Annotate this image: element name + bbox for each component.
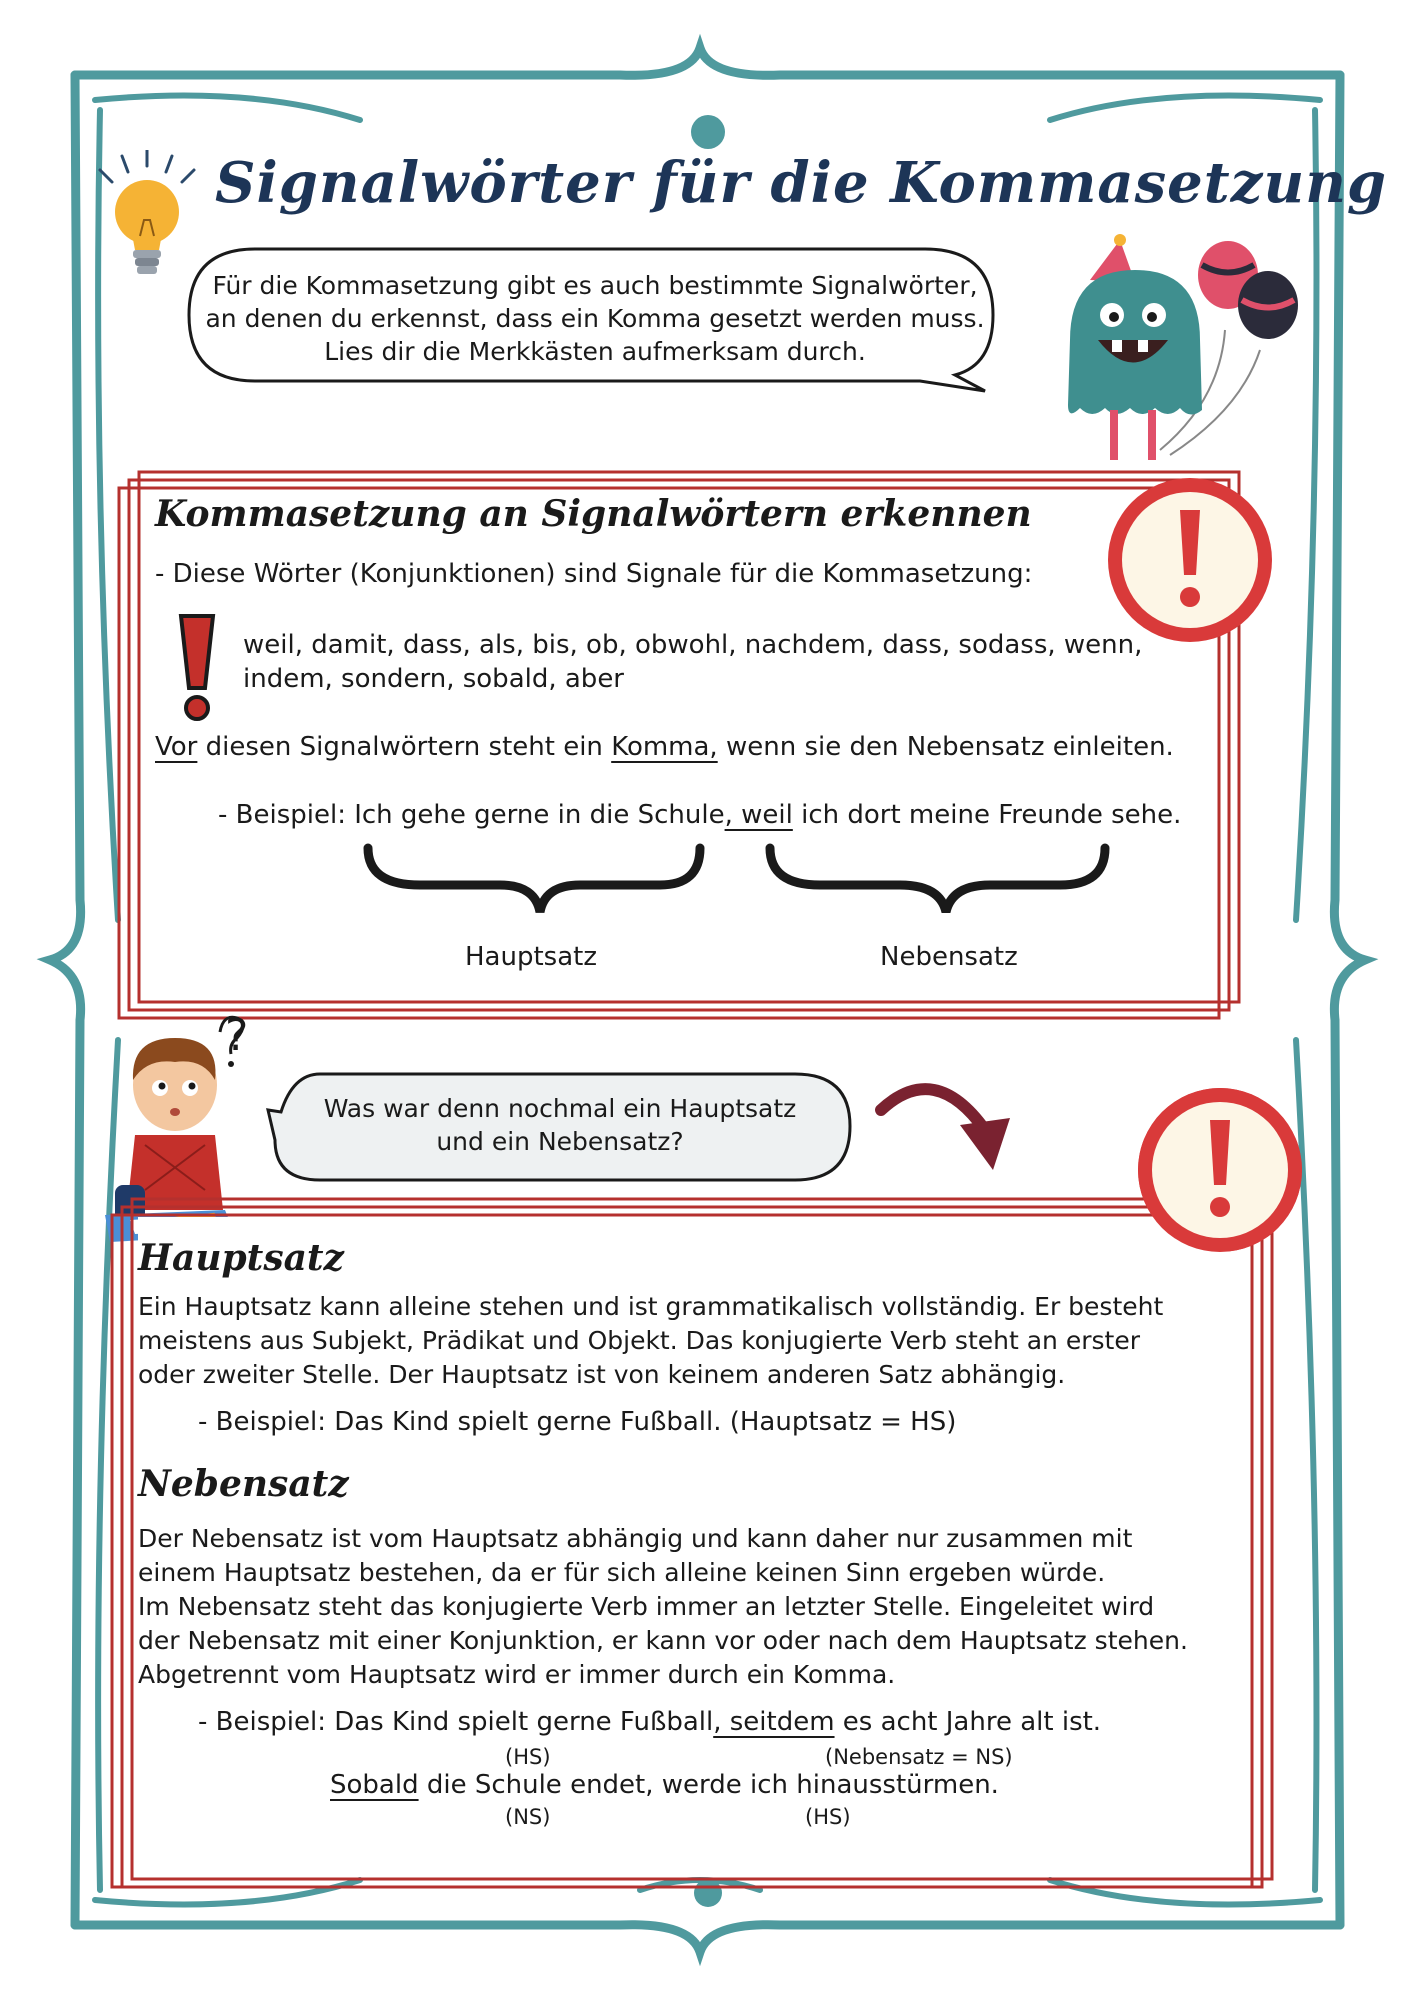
question-mark: ? (225, 1010, 249, 1061)
rule-komma: Komma, (611, 732, 718, 762)
box1-heading: Kommasetzung an Signalwörtern erkennen (155, 493, 1032, 535)
braces-illustration (360, 840, 1160, 920)
warning-icon (1100, 470, 1280, 650)
example1-label-ns: (Nebensatz = NS) (825, 1745, 1013, 1769)
label-hauptsatz: Hauptsatz (465, 942, 597, 972)
example-seitdem: , seitdem (713, 1707, 835, 1737)
hauptsatz-example: - Beispiel: Das Kind spielt gerne Fußball. (Hauptsatz = HS) (198, 1407, 957, 1437)
signal-words-line2: indem, sondern, sobald, aber (243, 664, 624, 694)
page-title: Signalwörter für die Kommasetzung (215, 150, 1388, 216)
example-weil: , weil (724, 800, 793, 830)
label-nebensatz: Nebensatz (880, 942, 1018, 972)
box1-intro: - Diese Wörter (Konjunktionen) sind Signale für die Kommasetzung: (155, 559, 1033, 589)
intro-text: Für die Kommasetzung gibt es auch bestimmte Signalwörter, an denen du erkennst, dass ein Komma gesetzt werden muss. Lies dir die Merkkästen aufmerksam durch. (205, 271, 985, 366)
hauptsatz-heading: Hauptsatz (138, 1237, 344, 1279)
nebensatz-example1: - Beispiel: Das Kind spielt gerne Fußball, seitdem es acht Jahre alt ist. (198, 1707, 1102, 1737)
example1-label-hs: (HS) (505, 1745, 551, 1769)
nebensatz-heading: Nebensatz (138, 1463, 349, 1505)
example2-label-ns: (NS) (505, 1805, 551, 1829)
monster-balloons-illustration (1050, 220, 1310, 470)
box1-example: - Beispiel: Ich gehe gerne in die Schule, weil ich dort meine Freunde sehe. (218, 800, 1182, 830)
example2-label-hs: (HS) (805, 1805, 851, 1829)
example-sobald: Sobald (330, 1770, 419, 1800)
question-text: Was war denn nochmal ein Hauptsatz und ein Nebensatz? (323, 1094, 797, 1156)
box1-rule: Vor diesen Signalwörtern steht ein Komma, wenn sie den Nebensatz einleiten. (155, 732, 1174, 762)
warning-icon-overlay (1130, 1080, 1310, 1260)
signal-words-line1: weil, damit, dass, als, bis, ob, obwohl, nachdem, dass, sodass, wenn, (243, 630, 1143, 660)
rule-vor: Vor (155, 732, 198, 762)
hauptsatz-paragraph: Ein Hauptsatz kann alleine stehen und ist grammatikalisch vollständig. Er besteht meistens aus Subjekt, Prädikat und Objekt. Das konjugierte Verb steht an erster oder zweiter Stelle. Der Hauptsatz ist von keinem anderen Satz abhängig. (138, 1292, 1164, 1389)
nebensatz-example2: Sobald die Schule endet, werde ich hinausstürmen. (330, 1770, 999, 1800)
curved-arrow-icon (875, 1070, 1025, 1180)
nebensatz-paragraph: Der Nebensatz ist vom Hauptsatz abhängig und kann daher nur zusammen mit einem Hauptsatz bestehen, da er für sich alleine keinen Sinn ergeben würde. Im Nebensatz steht das konjugierte Verb immer an letzter Stelle. Eingeleitet wird der Nebensatz mit einer Konjunktion, er kann vor oder nach dem Hauptsatz stehen. Abgetrennt vom Hauptsatz wird er immer durch ein Komma. (138, 1524, 1188, 1689)
exclamation-icon (175, 610, 220, 725)
